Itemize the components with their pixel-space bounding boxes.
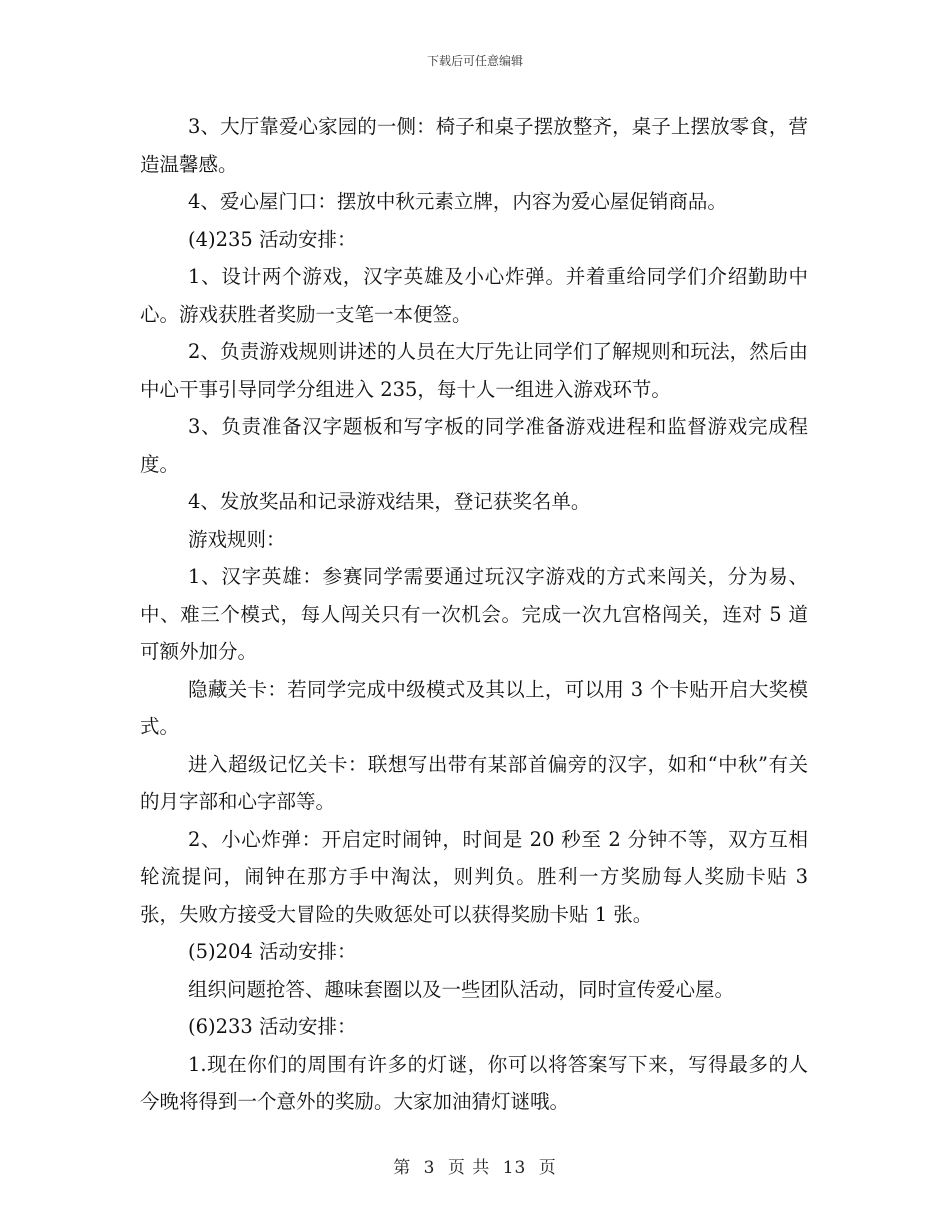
paragraph-rule-bomb: 2、小心炸弹：开启定时闹钟，时间是 20 秒至 2 分钟不等，双方互相轮流提问，闹钟在那方手中淘汰，则判负。胜利一方奖励每人奖励卡贴 3 张，失败方接受大冒险的失败惩处可以获得奖励卡贴 1 张。: [140, 827, 808, 926]
paragraph-rule-hanzi-hero: 1、汉字英雄：参赛同学需要通过玩汉字游戏的方式来闯关，分为易、中、难三个模式，每人闯关只有一次机会。完成一次九宫格闯关，连对 5 道可额外加分。: [140, 565, 808, 663]
footer-current-page: 3: [423, 1158, 436, 1178]
page-footer: [0, 1153, 950, 1178]
paragraph-venue-hall: 3、大厅靠爱心家园的一侧：椅子和桌子摆放整齐，桌子上摆放零食，营造温馨感。: [140, 115, 808, 176]
paragraph-rule-memory-level: 进入超级记忆关卡：联想写出带有某部首偏旁的汉字，如和“中秋”有关的月字部和心字部等。: [140, 752, 808, 813]
page-header: 下载后可任意编辑: [426, 54, 523, 68]
footer-middle: 页 共: [447, 1158, 491, 1178]
paragraph-235-item-3: 3、负责准备汉字题板和写字板的同学准备游戏进程和监督游戏完成程度。: [140, 415, 808, 476]
paragraph-204-activities: 组织问题抢答、趣味套圈以及一些团队活动，同时宣传爱心屋。: [188, 977, 735, 1001]
section-heading-235: (4)235 活动安排：: [188, 227, 357, 251]
section-heading-game-rules: 游戏规则：: [188, 527, 286, 551]
paragraph-235-item-2: 2、负责游戏规则讲述的人员在大厅先让同学们了解规则和玩法，然后由中心干事引导同学分组进入 235，每十人一组进入游戏环节。: [140, 340, 808, 401]
paragraph-235-item-1: 1、设计两个游戏，汉字英雄及小心炸弹。并着重给同学们介绍勤助中心。游戏获胜者奖励一支笔一本便签。: [140, 265, 808, 326]
footer-total-pages: 13: [502, 1158, 527, 1178]
document-body: [140, 108, 808, 1121]
paragraph-venue-door: 4、爱心屋门口：摆放中秋元素立牌，内容为爱心屋促销商品。: [188, 190, 727, 213]
footer-suffix: 页: [538, 1158, 557, 1178]
footer-prefix: 第: [393, 1158, 412, 1178]
section-heading-233: (6)233 活动安排：: [188, 1015, 357, 1038]
section-heading-204: (5)204 活动安排：: [188, 940, 357, 963]
paragraph-235-item-4: 4、发放奖品和记录游戏结果，登记获奖名单。: [188, 490, 591, 513]
paragraph-233-item-1: 1.现在你们的周围有许多的灯谜，你可以将答案写下来，写得最多的人今晚将得到一个意外的奖励。大家加油猜灯谜哦。: [140, 1052, 808, 1113]
paragraph-rule-hidden-level: 隐藏关卡：若同学完成中级模式及其以上，可以用 3 个卡贴开启大奖模式。: [140, 677, 808, 738]
